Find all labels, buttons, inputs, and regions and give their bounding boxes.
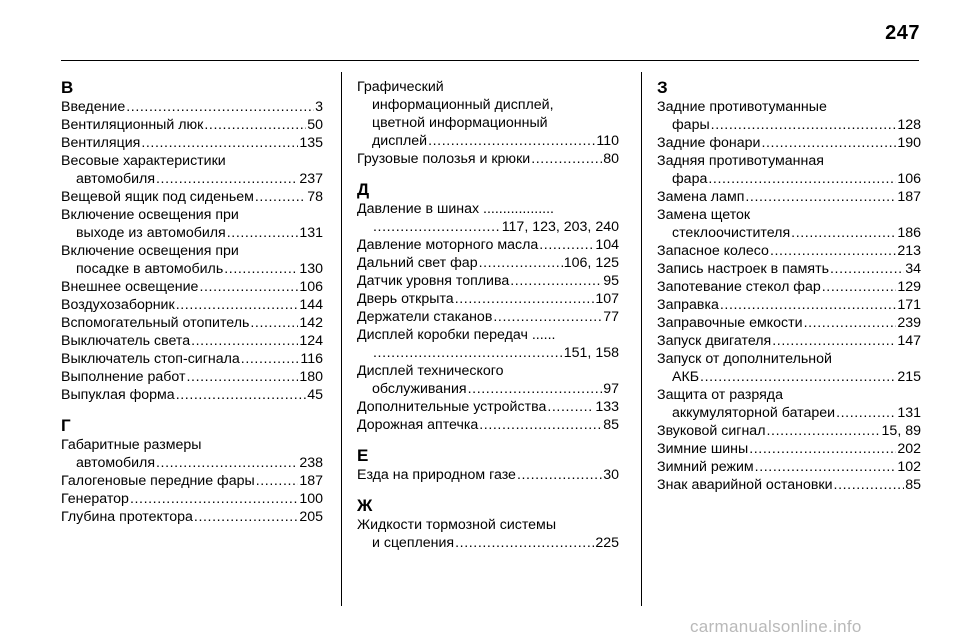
index-entry-label: автомобиля xyxy=(76,455,156,471)
index-entry-pages: 215 xyxy=(897,369,921,385)
dot-leader xyxy=(479,254,563,272)
index-entry-pages: 110 xyxy=(596,133,619,149)
index-entry-label: Выпуклая форма xyxy=(61,387,175,403)
index-entry-term: Давление в шинах .................. xyxy=(357,201,554,217)
index-entry-label: Запотевание стекол фар xyxy=(657,279,821,295)
dot-leader xyxy=(517,466,602,484)
index-entry-label: Держатели стаканов xyxy=(357,309,493,325)
index-entry-pages: 238 xyxy=(299,455,323,471)
index-entry xyxy=(357,200,619,236)
dot-leader xyxy=(468,380,603,398)
index-entry xyxy=(357,398,619,416)
index-entry-pages: 129 xyxy=(897,279,921,295)
index-entry-pages: 78 xyxy=(307,189,323,205)
dot-leader xyxy=(130,490,298,508)
index-entry-label: Знак аварийной остановки xyxy=(657,477,833,493)
index-entry-term: Графический xyxy=(357,79,444,95)
index-entry-label: посадке в автомобиль xyxy=(76,261,224,277)
index-entry-pages: 205 xyxy=(299,509,323,525)
index-entry-pages: 131 xyxy=(897,405,921,421)
index-entry-pages: 107 xyxy=(595,291,619,307)
index-entry-label: Дальний свет фар xyxy=(357,255,478,271)
dot-leader xyxy=(250,314,298,332)
index-entry xyxy=(357,308,619,326)
dot-leader xyxy=(772,332,896,350)
index-entry xyxy=(357,326,619,362)
dot-leader xyxy=(770,242,896,260)
dot-leader xyxy=(126,98,314,116)
dot-leader xyxy=(749,440,896,458)
index-entry-label: Заправка xyxy=(657,297,719,313)
index-entry-term: Включение освещения при xyxy=(61,207,239,223)
dot-leader xyxy=(830,260,904,278)
index-entry-label: Запасное колесо xyxy=(657,243,769,259)
index-entry xyxy=(61,472,323,490)
index-entry-label: Запуск двигателя xyxy=(657,333,772,349)
index-entry-pages: 187 xyxy=(299,473,323,489)
index-entry xyxy=(657,188,921,206)
index-letter-heading: Е xyxy=(357,446,369,465)
index-entry-pages: 213 xyxy=(897,243,921,259)
dot-leader xyxy=(547,398,594,416)
index-entry xyxy=(357,150,619,168)
index-entry-label: Галогеновые передние фары xyxy=(61,473,255,489)
index-entry-term: Дисплей коробки передач ...... xyxy=(357,327,556,343)
index-entry xyxy=(61,314,323,332)
dot-leader xyxy=(156,454,298,472)
index-entry-label: Вещевой ящик под сиденьем xyxy=(61,189,254,205)
index-entry xyxy=(657,152,921,188)
dot-leader xyxy=(187,368,299,386)
header-rule xyxy=(61,60,919,61)
index-entry xyxy=(657,458,921,476)
index-entry-label: Задние фонари xyxy=(657,135,761,151)
index-entry-pages: 239 xyxy=(897,315,921,331)
index-entry xyxy=(61,386,323,404)
index-entry-label: Зимние шины xyxy=(657,441,749,457)
dot-leader xyxy=(745,188,896,206)
index-entry-term: Задняя противотуманная xyxy=(657,153,824,169)
index-entry-label: Внешнее освещение xyxy=(61,279,199,295)
dot-leader xyxy=(204,116,306,134)
index-entry xyxy=(61,134,323,152)
index-entry-pages: 190 xyxy=(897,135,921,151)
page-number: 247 xyxy=(885,22,920,44)
index-entry-term: Дисплей технического xyxy=(357,363,504,379)
index-entry xyxy=(657,350,921,386)
index-entry-term: цветной информационный xyxy=(372,115,548,131)
index-entry-term: Запуск от дополнительной xyxy=(657,351,832,367)
index-entry-label: Дорожная аптечка xyxy=(357,417,479,433)
dot-leader xyxy=(428,132,595,150)
dot-leader xyxy=(176,296,299,314)
index-entry xyxy=(61,242,323,278)
index-entry-label: Вентиляция xyxy=(61,135,141,151)
index-entry xyxy=(357,254,619,272)
index-entry-term: Габаритные размеры xyxy=(61,437,202,453)
index-entry-pages: 131 xyxy=(299,225,323,241)
index-entry-pages: 117, 123, 203, 240 xyxy=(501,219,619,235)
index-entry-label: Датчик уровня топлива xyxy=(357,273,510,289)
dot-leader xyxy=(510,272,602,290)
index-entry xyxy=(357,290,619,308)
index-entry-term: Замена щеток xyxy=(657,207,751,223)
watermark: carmanualsonline.info xyxy=(690,617,862,636)
index-entry xyxy=(357,236,619,254)
index-entry-label: фары xyxy=(672,117,710,133)
index-entry xyxy=(657,206,921,242)
index-entry-pages: 106 xyxy=(299,279,323,295)
index-entry-label: Запись настроек в память xyxy=(657,261,830,277)
index-entry-pages: 133 xyxy=(595,399,619,415)
index-entry xyxy=(61,368,323,386)
index-entry-term: Задние противотуманные xyxy=(657,99,827,115)
index-entry xyxy=(61,508,323,526)
dot-leader xyxy=(455,534,594,552)
index-entry xyxy=(657,242,921,260)
index-entry-pages: 142 xyxy=(299,315,323,331)
index-column-2 xyxy=(357,78,619,552)
index-entry-pages: 85 xyxy=(603,417,619,433)
index-entry-pages: 128 xyxy=(897,117,921,133)
dot-leader xyxy=(761,134,896,152)
index-entry-label: выходе из автомобиля xyxy=(76,225,226,241)
index-entry-pages: 3 xyxy=(315,99,323,115)
dot-leader xyxy=(804,314,897,332)
index-entry xyxy=(657,386,921,422)
index-entry xyxy=(657,476,921,494)
dot-leader xyxy=(531,150,602,168)
index-entry xyxy=(61,436,323,472)
index-entry xyxy=(657,314,921,332)
index-entry-label: автомобиля xyxy=(76,171,156,187)
index-entry-label: Замена ламп xyxy=(657,189,745,205)
index-entry-pages: 102 xyxy=(897,459,921,475)
dot-leader xyxy=(836,404,896,422)
index-entry-pages: 50 xyxy=(307,117,323,133)
index-column-3 xyxy=(657,78,921,494)
index-entry-pages: 34 xyxy=(905,261,921,277)
index-entry-pages: 77 xyxy=(603,309,619,325)
index-letter-heading: З xyxy=(657,78,668,97)
index-entry-pages: 124 xyxy=(299,333,323,349)
index-letter-heading: Д xyxy=(357,180,370,199)
index-entry-label: Глубина протектора xyxy=(61,509,193,525)
dot-leader xyxy=(493,308,602,326)
index-entry-label: фара xyxy=(672,171,708,187)
dot-leader xyxy=(156,170,298,188)
index-entry-pages: 202 xyxy=(897,441,921,457)
index-letter-heading: Ж xyxy=(357,496,373,515)
index-entry xyxy=(61,350,323,368)
index-entry-pages: 147 xyxy=(897,333,921,349)
index-entry-label: Давление моторного масла xyxy=(357,237,539,253)
dot-leader xyxy=(834,476,905,494)
dot-leader xyxy=(711,116,897,134)
index-entry-pages: 80 xyxy=(603,151,619,167)
index-entry-label: Выполнение работ xyxy=(61,369,186,385)
index-entry-pages: 237 xyxy=(299,171,323,187)
dot-leader xyxy=(700,368,896,386)
index-entry-pages: 187 xyxy=(897,189,921,205)
index-entry xyxy=(357,78,619,150)
index-entry-term: Защита от разряда xyxy=(657,387,783,403)
index-entry-pages: 100 xyxy=(299,491,323,507)
index-entry xyxy=(357,466,619,484)
dot-leader xyxy=(791,224,896,242)
index-entry xyxy=(657,98,921,134)
index-entry xyxy=(657,278,921,296)
index-entry-term: Весовые характеристики xyxy=(61,153,226,169)
dot-leader xyxy=(720,296,896,314)
dot-leader xyxy=(194,508,298,526)
index-entry xyxy=(357,362,619,398)
index-entry xyxy=(61,188,323,206)
dot-leader xyxy=(766,422,880,440)
dot-leader xyxy=(241,350,300,368)
index-entry xyxy=(61,490,323,508)
index-entry-pages: 95 xyxy=(603,273,619,289)
index-entry-label: и сцепления xyxy=(372,535,455,551)
index-entry xyxy=(61,98,323,116)
dot-leader xyxy=(224,260,298,278)
dot-leader xyxy=(755,458,897,476)
index-entry xyxy=(61,116,323,134)
index-entry-label: аккумуляторной батареи xyxy=(672,405,836,421)
index-entry-label: Введение xyxy=(61,99,126,115)
index-entry-label: дисплей xyxy=(372,133,428,149)
dot-leader xyxy=(822,278,897,296)
index-column-1 xyxy=(61,78,323,526)
index-entry xyxy=(61,296,323,314)
index-entry-label: Выключатель света xyxy=(61,333,191,349)
index-entry xyxy=(357,516,619,552)
index-entry xyxy=(61,206,323,242)
column-divider-1 xyxy=(341,72,342,606)
index-entry-pages: 15, 89 xyxy=(881,423,921,439)
index-entry-pages: 85 xyxy=(905,477,921,493)
dot-leader xyxy=(199,278,298,296)
index-entry-label: Езда на природном газе xyxy=(357,467,516,483)
dot-leader xyxy=(176,386,307,404)
index-entry-label: Зимний режим xyxy=(657,459,754,475)
index-entry xyxy=(657,332,921,350)
index-entry-pages: 45 xyxy=(307,387,323,403)
index-entry-label: Дополнительные устройства xyxy=(357,399,547,415)
dot-leader xyxy=(455,290,595,308)
index-entry xyxy=(357,416,619,434)
index-entry-label: обслуживания xyxy=(372,381,467,397)
index-entry xyxy=(657,422,921,440)
dot-leader xyxy=(479,416,602,434)
index-entry-pages: 130 xyxy=(299,261,323,277)
dot-leader xyxy=(227,224,299,242)
index-entry-term: Жидкости тормозной системы xyxy=(357,517,557,533)
index-entry-pages: 180 xyxy=(299,369,323,385)
index-entry-pages: 30 xyxy=(603,467,619,483)
dot-leader xyxy=(373,344,563,362)
index-entry-label: Генератор xyxy=(61,491,129,507)
index-entry-pages: 186 xyxy=(897,225,921,241)
index-entry-pages: 104 xyxy=(595,237,619,253)
dot-leader xyxy=(256,472,299,490)
index-entry xyxy=(61,152,323,188)
dot-leader xyxy=(708,170,896,188)
index-entry-label: Воздухозаборник xyxy=(61,297,175,313)
index-entry-pages: 144 xyxy=(299,297,323,313)
index-entry xyxy=(657,260,921,278)
index-entry xyxy=(657,296,921,314)
index-entry-term: Включение освещения при xyxy=(61,243,239,259)
index-entry xyxy=(657,440,921,458)
index-entry-term: информационный дисплей, xyxy=(372,97,554,113)
index-entry-label: Звуковой сигнал xyxy=(657,423,766,439)
index-entry-label: Заправочные емкости xyxy=(657,315,803,331)
index-entry-label: Выключатель стоп-сигнала xyxy=(61,351,240,367)
index-letter-heading: В xyxy=(61,78,74,97)
index-entry-pages: 106, 125 xyxy=(563,255,619,271)
index-entry xyxy=(657,134,921,152)
index-entry-pages: 151, 158 xyxy=(563,345,619,361)
dot-leader xyxy=(141,134,298,152)
index-entry-label: стеклоочистителя xyxy=(672,225,791,241)
index-entry-pages: 97 xyxy=(603,381,619,397)
dot-leader xyxy=(191,332,298,350)
index-entry-label: Вентиляционный люк xyxy=(61,117,204,133)
index-entry-label: Дверь открыта xyxy=(357,291,454,307)
index-entry-pages: 135 xyxy=(299,135,323,151)
index-entry xyxy=(357,272,619,290)
index-entry-label: Вспомогательный отопитель xyxy=(61,315,250,331)
dot-leader xyxy=(373,218,501,236)
index-entry-pages: 171 xyxy=(897,297,921,313)
dot-leader xyxy=(255,188,306,206)
index-entry-pages: 106 xyxy=(897,171,921,187)
index-entry-label: АКБ xyxy=(672,369,700,385)
index-entry-label: Грузовые полозья и крюки xyxy=(357,151,531,167)
index-entry-pages: 225 xyxy=(595,535,619,551)
index-entry-pages: 116 xyxy=(300,351,323,367)
dot-leader xyxy=(539,236,594,254)
column-divider-2 xyxy=(641,72,642,606)
index-entry xyxy=(61,278,323,296)
index-entry xyxy=(61,332,323,350)
index-letter-heading: Г xyxy=(61,416,71,435)
